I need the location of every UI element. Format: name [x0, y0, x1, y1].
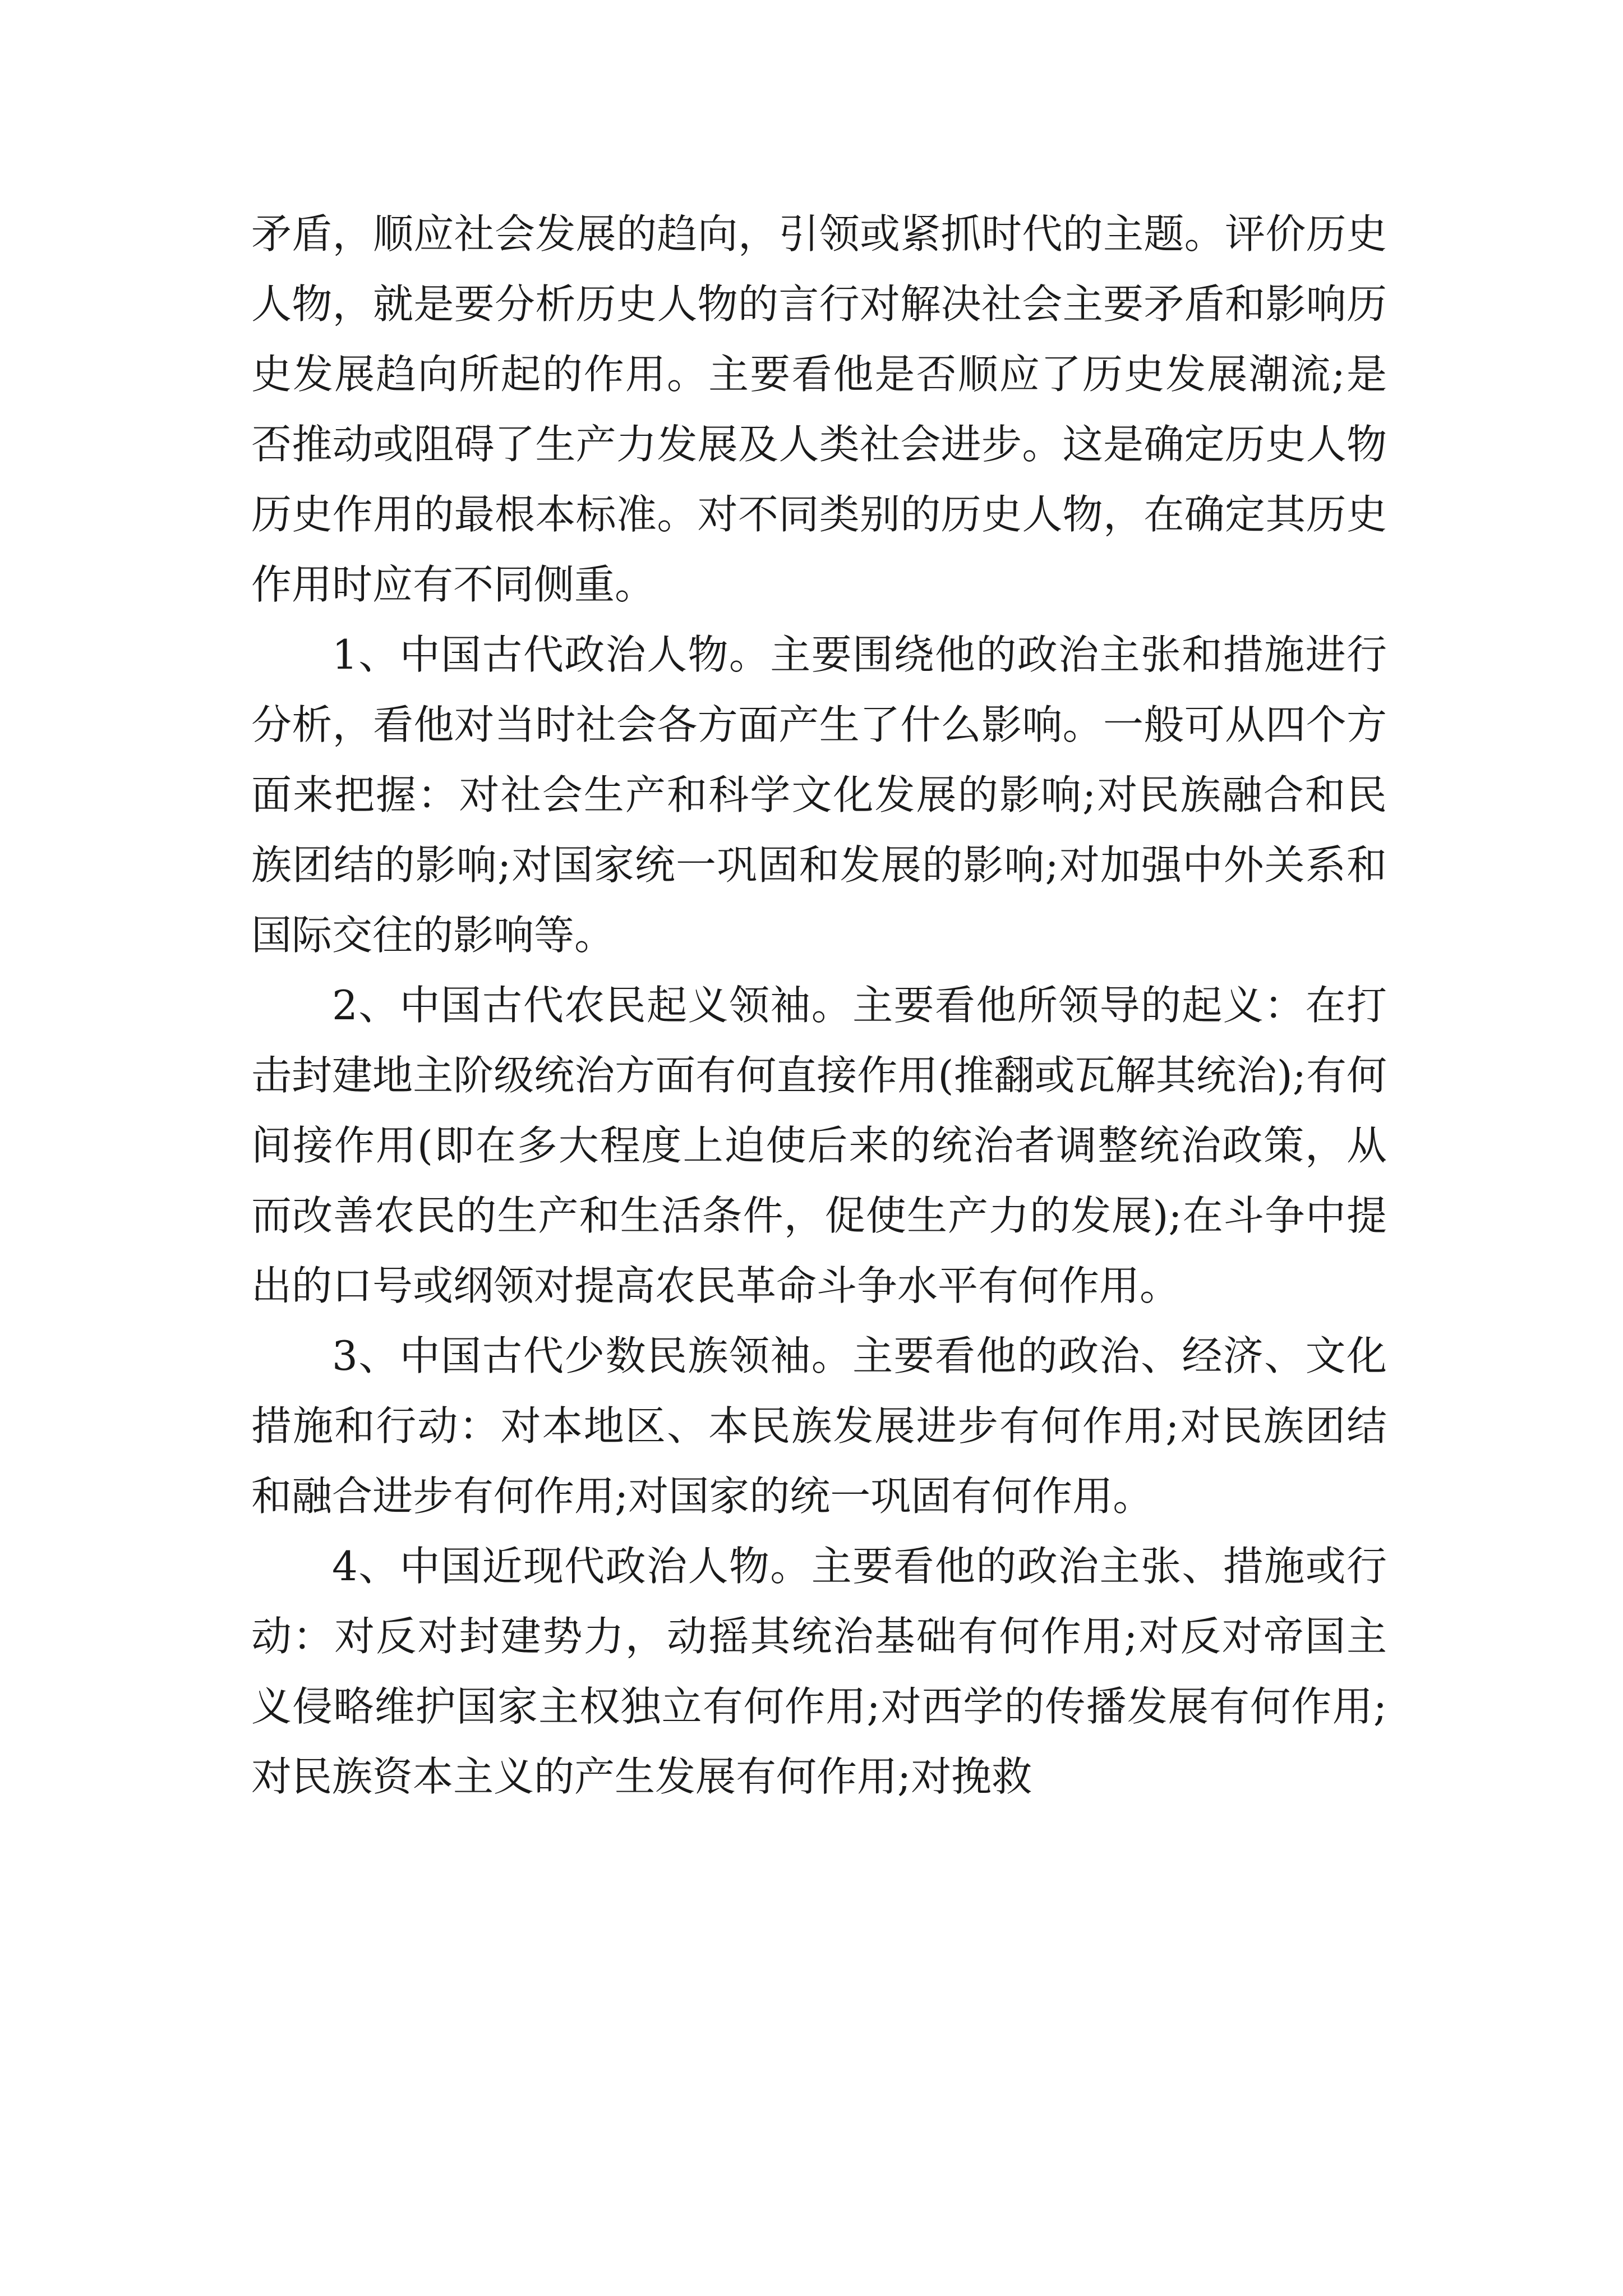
- document-body: [251, 199, 1387, 1812]
- paragraph-intro: 矛盾，顺应社会发展的趋向，引领或紧抓时代的主题。评价历史人物，就是要分析历史人物的言行对解决社会主要矛盾和影响历史发展趋向所起的作用。主要看他是否顺应了历史发展潮流;是否推动或阻碍了生产力发展及人类社会进步。这是确定历史人物历史作用的最根本标准。对不同类别的历史人物，在确定其历史作用时应有不同侧重。: [251, 210, 1387, 608]
- paragraph-ethnic-minority-leaders: 3、中国古代少数民族领袖。主要看他的政治、经济、文化措施和行动：对本地区、本民族发展进步有何作用;对民族团结和融合进步有何作用;对国家的统一巩固有何作用。: [251, 1332, 1387, 1520]
- paragraph-ancient-political-figures: 1、中国古代政治人物。主要围绕他的政治主张和措施进行分析，看他对当时社会各方面产生了什么影响。一般可从四个方面来把握：对社会生产和科学文化发展的影响;对民族融合和民族团结的影响;对国家统一巩固和发展的影响;对加强中外关系和国际交往的影响等。: [251, 631, 1387, 959]
- paragraph-peasant-uprising-leaders: 2、中国古代农民起义领袖。主要看他所领导的起义：在打击封建地主阶级统治方面有何直接作用(推翻或瓦解其统治);有何间接作用(即在多大程度上迫使后来的统治者调整统治政策，从而改善农民的生产和生活条件，促使生产力的发展);在斗争中提出的口号或纲领对提高农民革命斗争水平有何作用。: [251, 982, 1387, 1309]
- paragraph-modern-political-figures: 4、中国近现代政治人物。主要看他的政治主张、措施或行动：对反对封建势力，动摇其统治基础有何作用;对反对帝国主义侵略维护国家主权独立有何作用;对西学的传播发展有何作用;对民族资本主义的产生发展有何作用;对挽救: [251, 1543, 1387, 1800]
